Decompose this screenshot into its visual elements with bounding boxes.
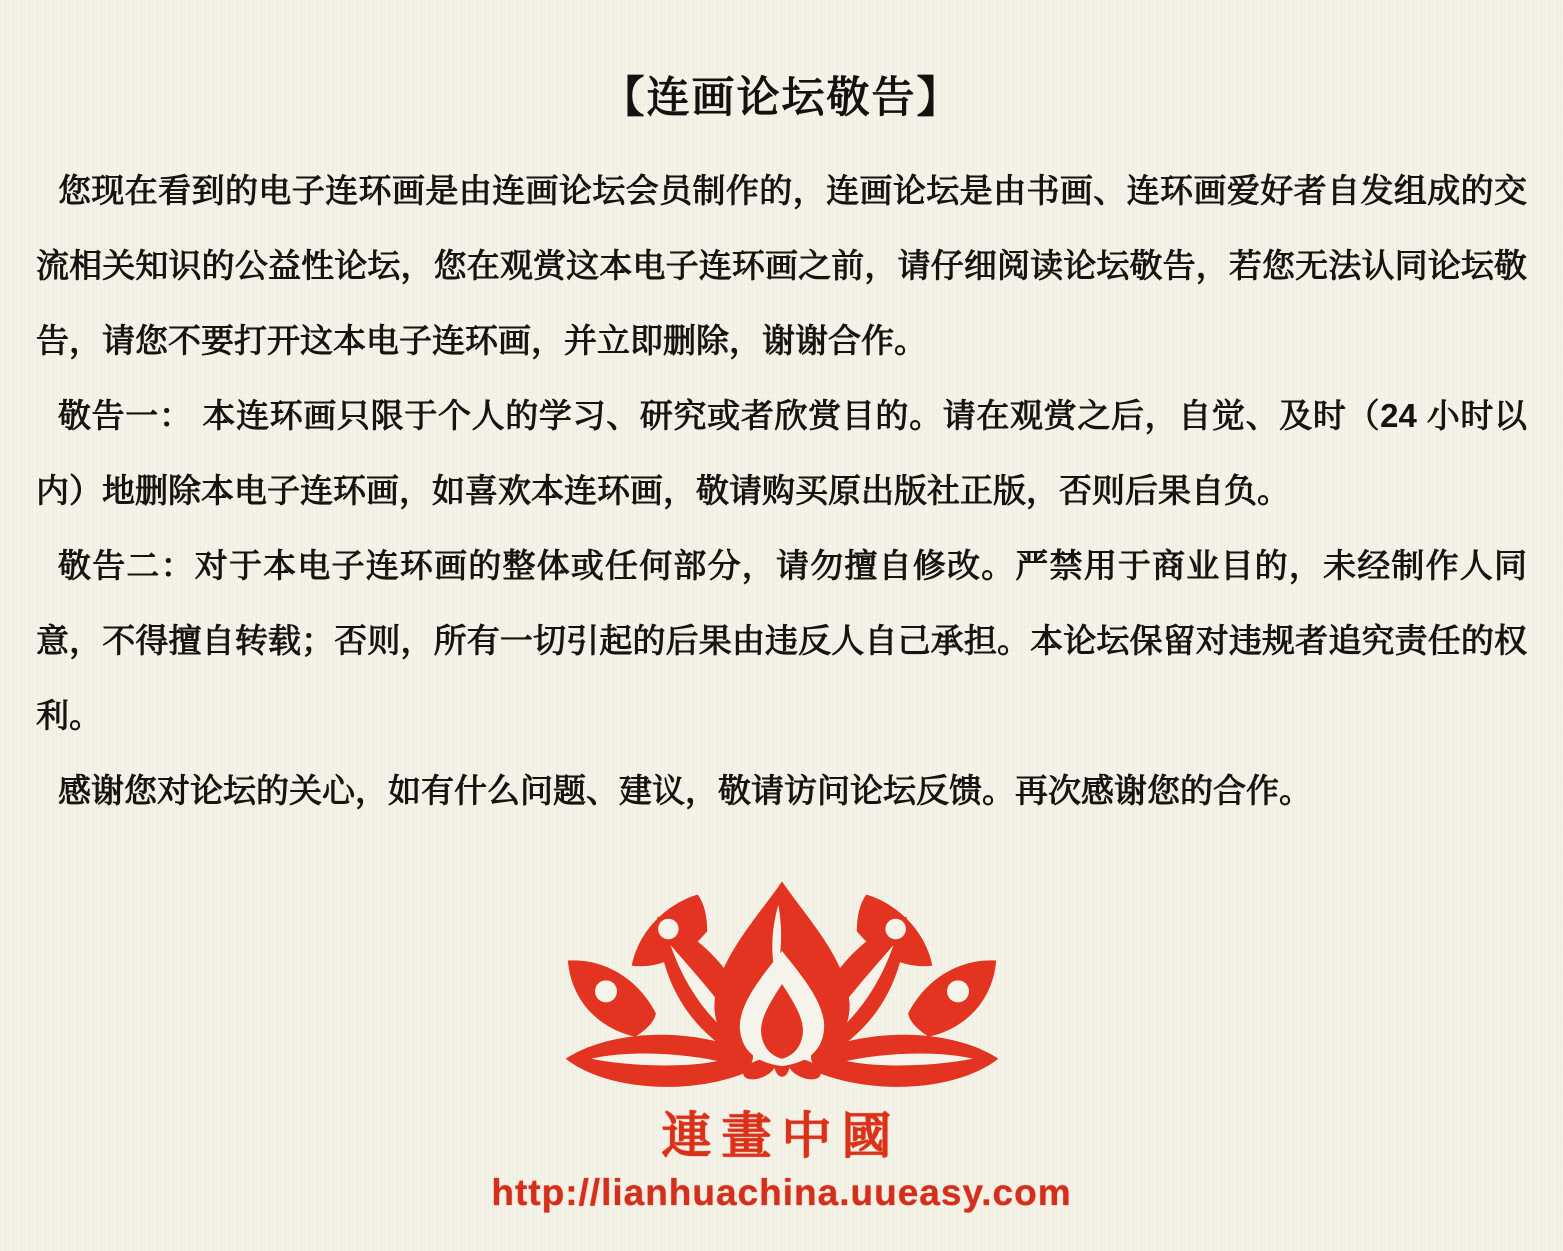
logo-url: http://lianhuachina.uueasy.com xyxy=(491,1172,1072,1213)
notice-body xyxy=(0,153,1563,828)
notice-paragraph-rule1: 敬告一： 本连环画只限于个人的学习、研究或者欣赏目的。请在观赏之后，自觉、及时（24 小时以内）地删除本电子连环画，如喜欢本连环画，敬请购买原出版社正版，否则后果自负。 xyxy=(36,397,1527,509)
page-title-text: 【连画论坛敬告】 xyxy=(601,74,962,122)
lianhua-logo xyxy=(0,874,1563,1214)
notice-paragraph-thanks: 感谢您对论坛的关心，如有什么问题、建议，敬请访问论坛反馈。再次感谢您的合作。 xyxy=(58,772,1312,809)
notice-paragraph-intro: 您现在看到的电子连环画是由连画论坛会员制作的，连画论坛是由书画、连环画爱好者自发组成的交流相关知识的公益性论坛，您在观赏这本电子连环画之前，请仔细阅读论坛敬告，若您无法认同论坛敬告，请您不要打开这本电子连环画，并立即删除，谢谢合作。 xyxy=(36,172,1527,359)
notice-paragraph-rule2: 敬告二：对于本电子连环画的整体或任何部分，请勿擅自修改。严禁用于商业目的，未经制作人同意，不得擅自转载；否则，所有一切引起的后果由违反人自己承担。本论坛保留对违规者追究责任的权利。 xyxy=(36,547,1527,734)
logo-wordmark: 連畫中國 xyxy=(661,1108,902,1164)
lotus-flower-icon xyxy=(562,874,1002,1094)
page-title xyxy=(0,0,1563,125)
